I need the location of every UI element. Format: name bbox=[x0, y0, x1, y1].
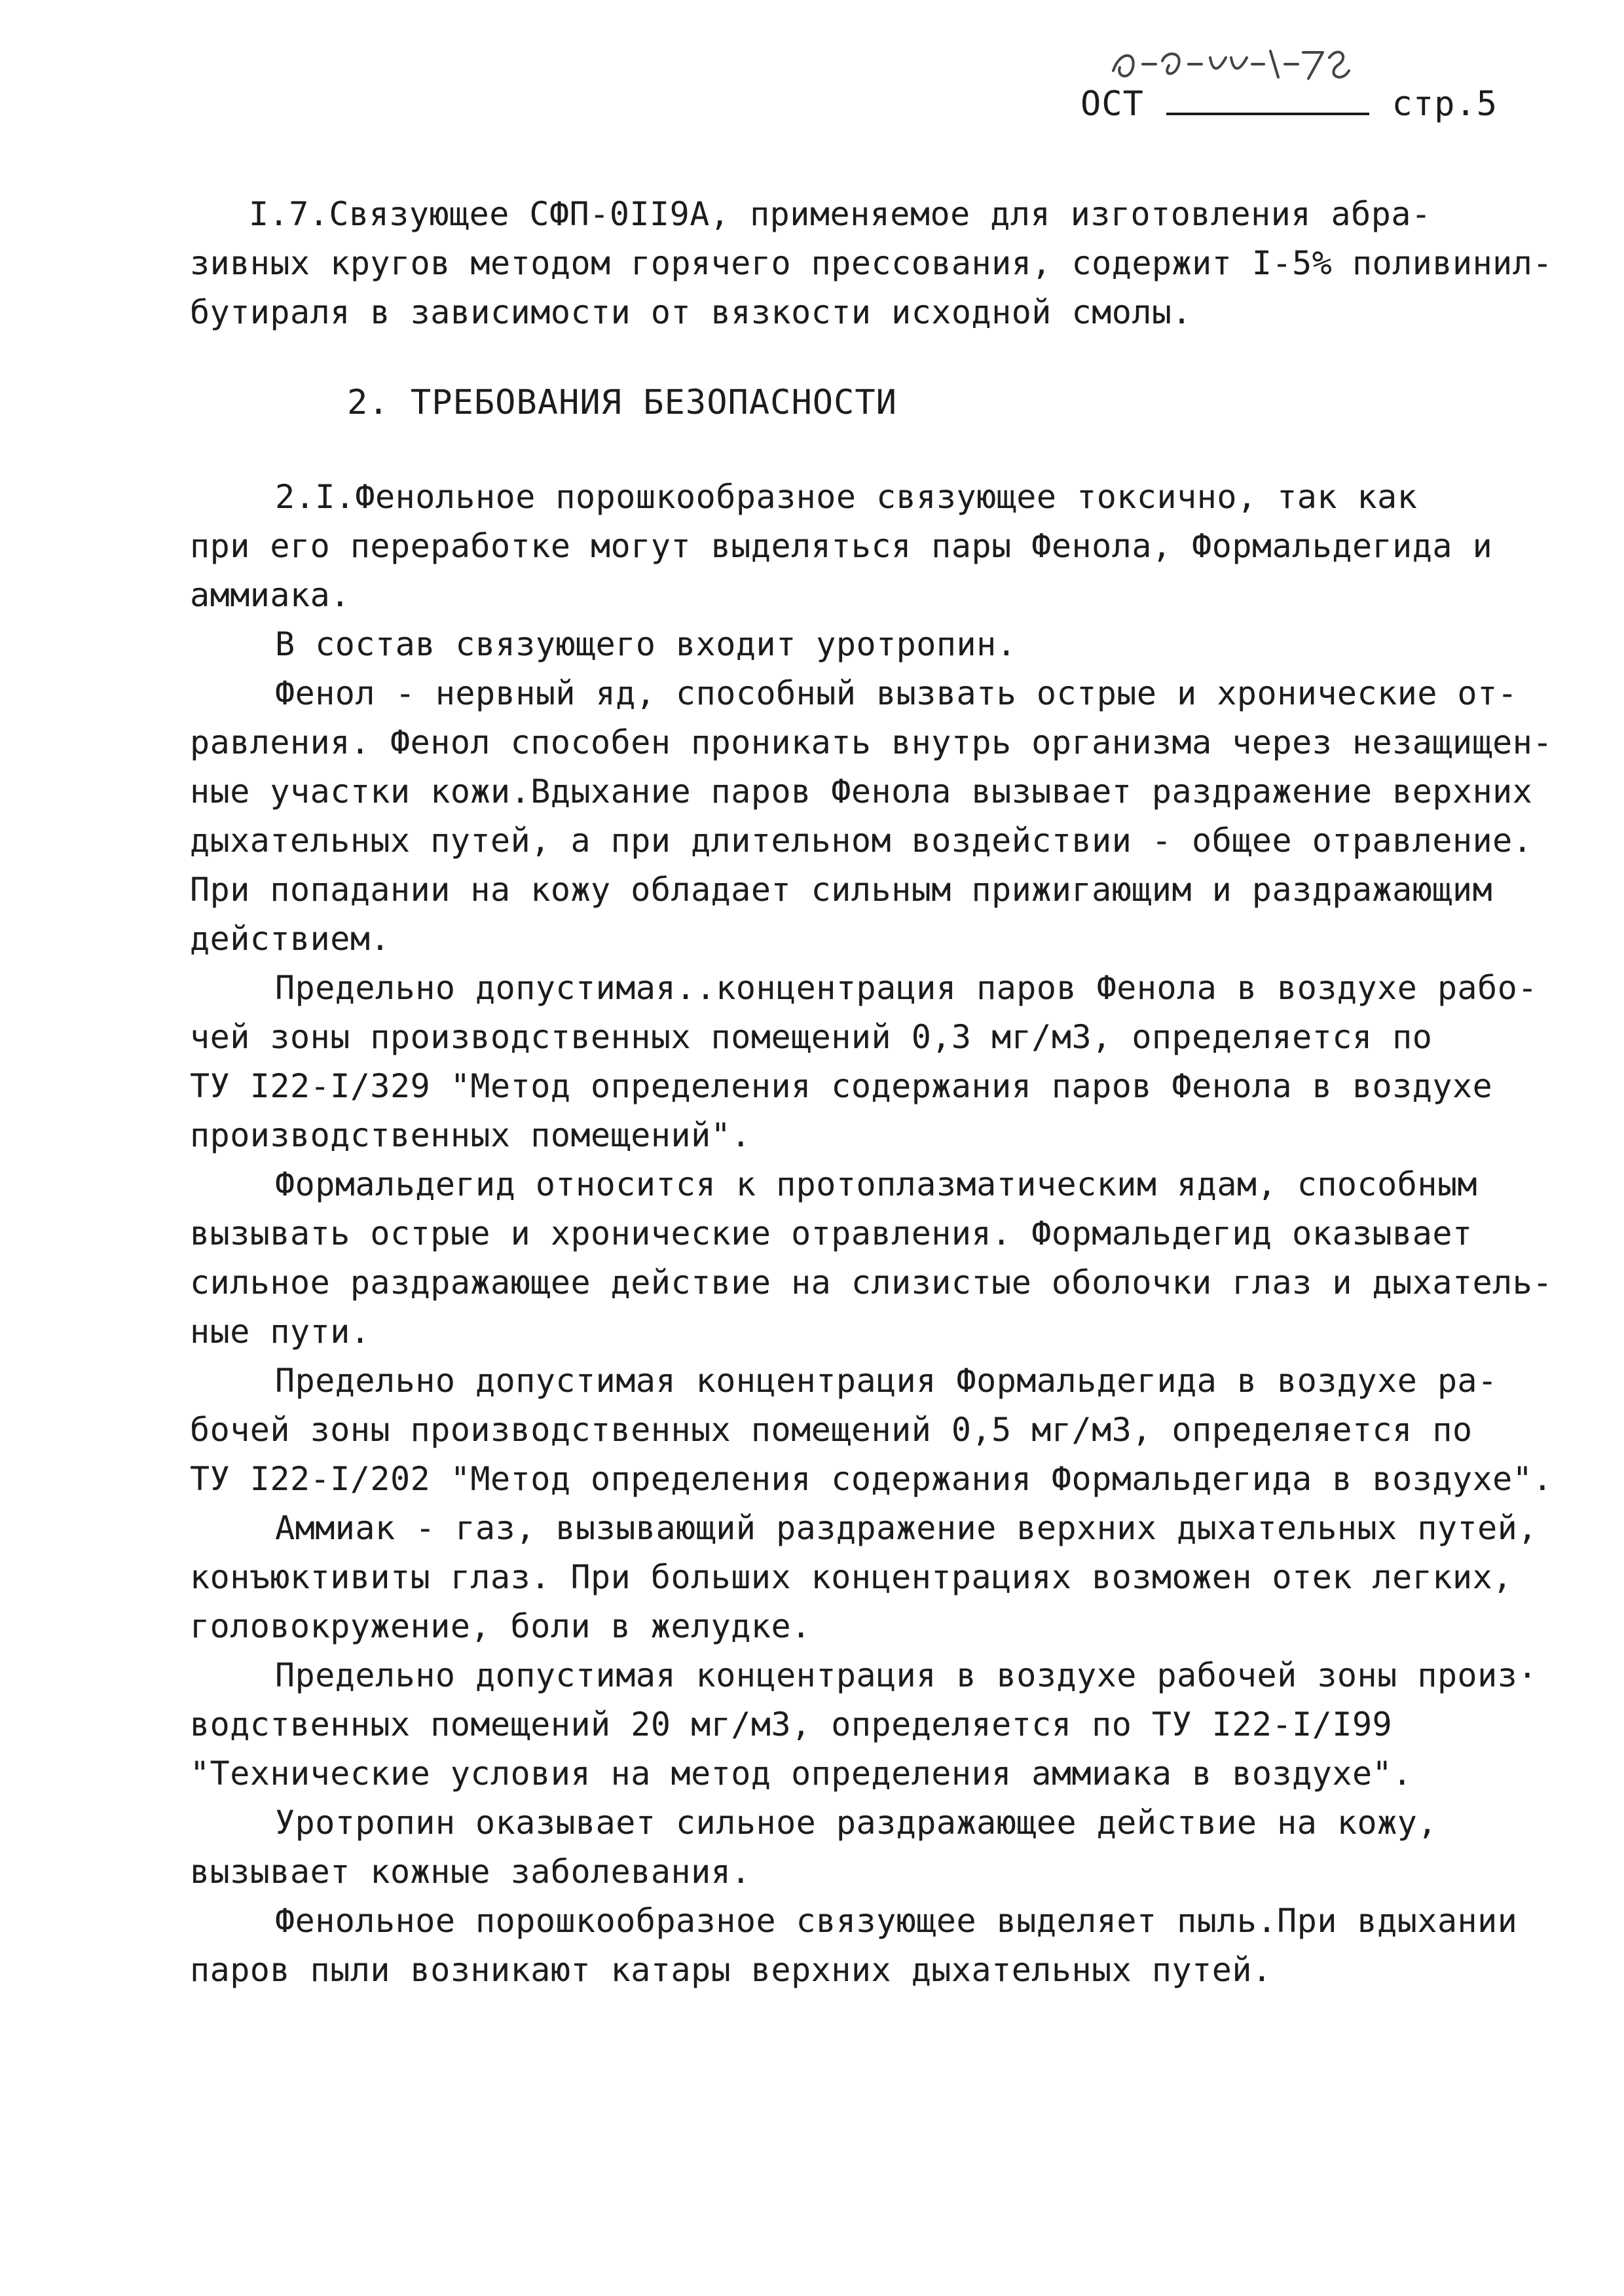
text-line: паров пыли возникают катары верхних дыхательных путей. bbox=[190, 1951, 1272, 1989]
text-line: ТУ I22-I/329 "Метод определения содержания паров Фенола в воздухе bbox=[190, 1067, 1493, 1105]
text-line: ные пути. bbox=[190, 1313, 371, 1351]
text-line: аммиака. bbox=[190, 576, 350, 614]
ost-label: ОСТ bbox=[1080, 84, 1144, 124]
text-line: Аммиак - газ, вызывающий раздражение верхних дыхательных путей, bbox=[275, 1509, 1538, 1547]
text-line: Фенол - нервный яд, способный вызвать острые и хронические от- bbox=[275, 674, 1518, 712]
text-line: Предельно допустимая..концентрация паров Фенола в воздухе рабо- bbox=[275, 969, 1538, 1007]
handwritten-number bbox=[1107, 31, 1356, 90]
text-line: ТУ I22-I/202 "Метод определения содержания Формальдегида в воздухе". bbox=[190, 1460, 1553, 1498]
text-line: Предельно допустимая концентрация Формальдегида в воздухе ра- bbox=[275, 1362, 1498, 1400]
text-line: сильное раздражающее действие на слизистые оболочки глаз и дыхатель- bbox=[190, 1264, 1553, 1302]
text-line: дыхательных путей, а при длительном воздействии - общее отравление. bbox=[190, 822, 1533, 860]
text-line: при его переработке могут выделяться пары Фенола, Формальдегида и bbox=[190, 527, 1493, 565]
page-header bbox=[1080, 84, 1498, 124]
text-line: головокружение, боли в желудке. bbox=[190, 1607, 811, 1645]
text-line: Формальдегид относится к протоплазматическим ядам, способным bbox=[275, 1165, 1478, 1203]
text-line: ные участки кожи.Вдыхание паров Фенола вызывает раздражение верхних bbox=[190, 773, 1533, 811]
text-line: бочей зоны производственных помещений 0,5 мг/м3, определяется по bbox=[190, 1411, 1473, 1449]
clause-1-7 bbox=[190, 190, 1578, 337]
text-line: зивных кругов методом горячего прессования, содержит I-5% поливинил- bbox=[190, 244, 1553, 282]
text-line: В состав связующего входит уротропин. bbox=[275, 625, 1017, 663]
text-line: конъюктивиты глаз. При больших концентрациях возможен отек легких, bbox=[190, 1558, 1513, 1596]
text-line: водственных помещений 20 мг/м3, определяется по ТУ I22-I/I99 bbox=[190, 1705, 1393, 1743]
text-line: производственных помещений". bbox=[190, 1116, 751, 1154]
text-line: Предельно допустимая концентрация в воздухе рабочей зоны произ· bbox=[275, 1656, 1538, 1694]
text-line: действием. bbox=[190, 920, 391, 958]
page-label: стр.5 bbox=[1392, 84, 1498, 124]
text-line: I.7.Связующее СФП-0II9А, применяемое для изготовления абра- bbox=[249, 195, 1431, 233]
text-line: чей зоны производственных помещений 0,3 мг/м3, определяется по bbox=[190, 1018, 1433, 1056]
text-line: бутираля в зависимости от вязкости исходной смолы. bbox=[190, 293, 1192, 331]
handwritten-number-scribble bbox=[1107, 31, 1356, 90]
section-2-body bbox=[190, 473, 1578, 1995]
text-line: вызывать острые и хронические отравления. Формальдегид оказывает bbox=[190, 1214, 1473, 1252]
text-line: вызывает кожные заболевания. bbox=[190, 1853, 751, 1891]
text-line: "Технические условия на метод определения аммиака в воздухе". bbox=[190, 1755, 1412, 1793]
text-line: Уротропин оказывает сильное раздражающее действие на кожу, bbox=[275, 1804, 1437, 1842]
text-line: Фенольное порошкообразное связующее выделяет пыль.При вдыхании bbox=[275, 1902, 1518, 1940]
text-line: 2.I.Фенольное порошкообразное связующее токсично, так как bbox=[275, 478, 1418, 516]
section-heading: 2. ТРЕБОВАНИЯ БЕЗОПАСНОСТИ bbox=[347, 383, 897, 422]
ost-number-blank bbox=[1166, 84, 1369, 115]
text-line: равления. Фенол способен проникать внутрь организма через незащищен- bbox=[190, 723, 1553, 761]
text-line: При попадании на кожу обладает сильным прижигающим и раздражающим bbox=[190, 871, 1493, 909]
